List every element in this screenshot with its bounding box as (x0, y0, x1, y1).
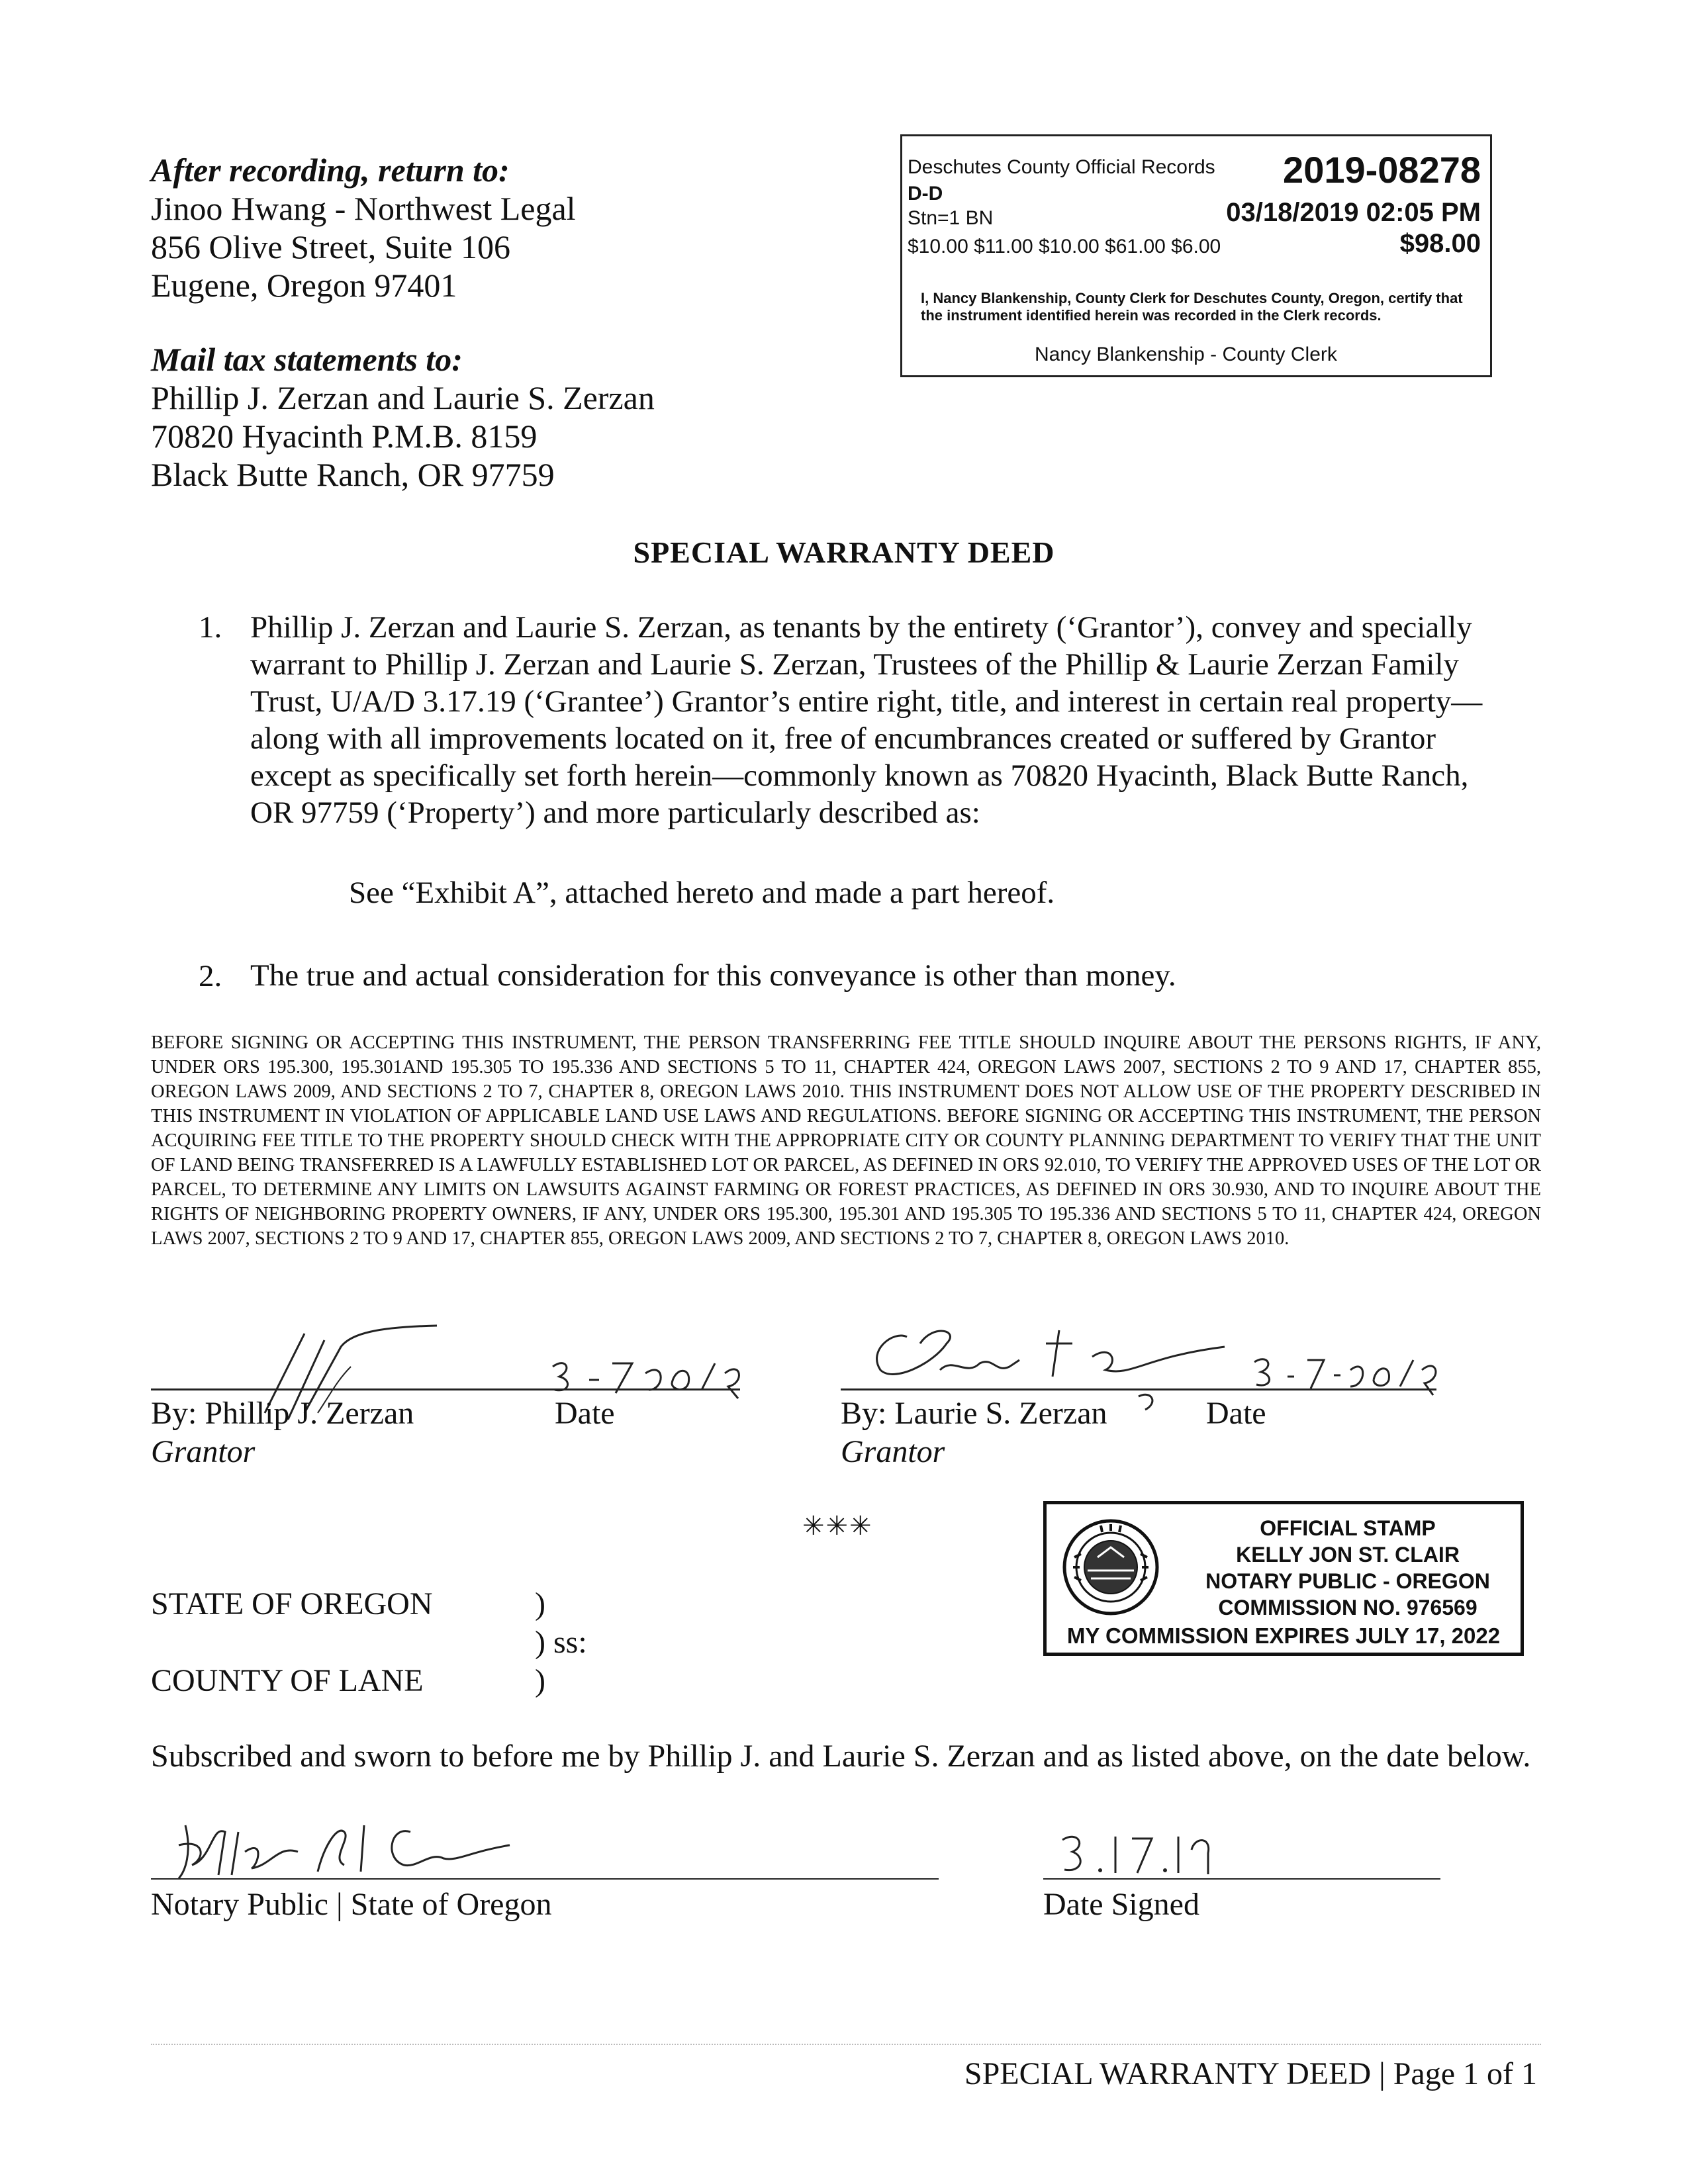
grantor1-signature-line (151, 1388, 740, 1390)
return-address-block (151, 151, 912, 304)
document-title: SPECIAL WARRANTY DEED (633, 535, 1055, 569)
notary-signature-line (151, 1878, 939, 1880)
notary-stamp (1043, 1501, 1524, 1656)
grantor2-signature-line (841, 1388, 1436, 1390)
mail-tax-line: Phillip J. Zerzan and Laurie S. Zerzan (151, 379, 655, 416)
return-header: After recording, return to: (151, 152, 510, 189)
grantor1-by: By: Phillip J. Zerzan (151, 1396, 414, 1431)
oregon-state-seal-icon (1061, 1518, 1160, 1617)
mail-tax-header: Mail tax statements to: (151, 341, 463, 378)
return-line: Jinoo Hwang - Northwest Legal (151, 190, 576, 227)
notary-date-label: Date Signed (1043, 1887, 1199, 1922)
footer-rule (151, 2044, 1541, 2045)
stamp-line: NOTARY PUBLIC - OREGON (1205, 1569, 1490, 1593)
venue-paren: ) (535, 1586, 545, 1621)
mail-tax-line: Black Butte Ranch, OR 97759 (151, 456, 555, 493)
recording-doc-type: D-D (908, 183, 943, 205)
venue-ss: ) ss: (535, 1625, 587, 1660)
stamp-line: OFFICIAL STAMP (1260, 1516, 1436, 1540)
venue-paren: ) (535, 1663, 545, 1698)
jurat-statement: Subscribed and sworn to before me by Phillip J. and Laurie S. Zerzan and as listed above, on the date below. (151, 1739, 1531, 1774)
recording-clerk: Nancy Blankenship - County Clerk (1035, 343, 1337, 365)
venue-county: COUNTY OF LANE (151, 1663, 424, 1698)
section-separator: ✳✳✳ (802, 1511, 873, 1541)
grantor2-role: Grantor (841, 1434, 945, 1469)
item-number: 1. (199, 610, 222, 645)
recording-stamp-box (900, 134, 1492, 377)
stamp-notary-name: KELLY JON ST. CLAIR (1236, 1543, 1460, 1567)
mail-tax-line: 70820 Hyacinth P.M.B. 8159 (151, 418, 538, 455)
exhibit-reference: See “Exhibit A”, attached hereto and made a part hereof. (349, 876, 1055, 910)
item-text: The true and actual consideration for this conveyance is other than money. (250, 958, 1176, 993)
notary-date-line (1043, 1878, 1440, 1880)
recording-datetime: 03/18/2019 02:05 PM (1226, 198, 1481, 227)
notary-handwritten-date-icon (1059, 1827, 1218, 1880)
item-number: 2. (199, 959, 222, 993)
notary-label: Notary Public | State of Oregon (151, 1887, 552, 1922)
venue-state: STATE OF OREGON (151, 1586, 433, 1621)
grantor2-by: By: Laurie S. Zerzan (841, 1396, 1107, 1431)
grantor1-date-label: Date (555, 1396, 615, 1431)
grantor1-role: Grantor (151, 1434, 256, 1469)
grantor1-handwritten-date-icon (549, 1353, 748, 1400)
notary-signature-icon (165, 1812, 549, 1885)
recording-fees: $10.00 $11.00 $10.00 $61.00 $6.00 (908, 236, 1221, 257)
return-line: Eugene, Oregon 97401 (151, 267, 457, 304)
recording-certification: I, Nancy Blankenship, County Clerk for Deschutes County, Oregon, certify that the instrument identified herein was recorded in the Clerk records. (921, 290, 1463, 324)
recording-number: 2019-08278 (1283, 149, 1481, 191)
mail-tax-block (151, 340, 912, 494)
stamp-commission-number: COMMISSION NO. 976569 (1218, 1596, 1477, 1619)
recording-station: Stn=1 BN (908, 207, 994, 229)
item-text: Phillip J. Zerzan and Laurie S. Zerzan, as tenants by the entirety (‘Grantor’), convey and specially warrant to Phillip J. Zerzan and Laurie S. Zerzan, Trustees of the Phillip & Laurie Zerzan Family Trust, U/A/D 3.17.19 (‘Grantee’) Grantor’s entire right, title, and interest in certain real property—along with all improvements located on it, free of encumbrances created or suffered by Grantor except as specifically set forth herein—commonly known as 70820 Hyacinth, Black Butte Ranch, OR 97759 (‘Property’) and more particularly described as: (250, 610, 1483, 830)
statutory-disclaimer: BEFORE SIGNING OR ACCEPTING THIS INSTRUMENT, THE PERSON TRANSFERRING FEE TITLE SHOULD INQUIRE ABOUT THE PERSONS RIGHTS, IF ANY, UNDER ORS 195.300, 195.301AND 195.305 TO 195.336 AND SECTIONS 5 TO 11, CHAPTER 424, OREGON LAWS 2007, SECTIONS 2 TO 9 AND 17, CHAPTER 855, OREGON LAWS 2009, AND SECTIONS 2 TO 7, CHAPTER 8, OREGON LAWS 2010. THIS INSTRUMENT DOES NOT ALLOW USE OF THE PROPERTY DESCRIBED IN THIS INSTRUMENT IN VIOLATION OF APPLICABLE LAND USE LAWS AND REGULATIONS. BEFORE SIGNING OR ACCEPTING THIS INSTRUMENT, THE PERSON ACQUIRING FEE TITLE TO THE PROPERTY SHOULD CHECK WITH THE APPROPRIATE CITY OR COUNTY PLANNING DEPARTMENT TO VERIFY THAT THE UNIT OF LAND BEING TRANSFERRED IS A LAWFULLY ESTABLISHED LOT OR PARCEL, AS DEFINED IN ORS 92.010, TO VERIFY THE APPROVED USES OF THE LOT OR PARCEL, TO DETERMINE ANY LIMITS ON LAWSUITS AGAINST FARMING OR FOREST PRACTICES, AS DEFINED IN ORS 30.930, AND TO INQUIRE ABOUT THE RIGHTS OF NEIGHBORING PROPERTY OWNERS, IF ANY, UNDER ORS 195.300, 195.301 AND 195.305 TO 195.336 AND SECTIONS 5 TO 11, CHAPTER 424, OREGON LAWS 2007, SECTIONS 2 TO 9 AND 17, CHAPTER 855, OREGON LAWS 2009, AND SECTIONS 2 TO 7, CHAPTER 8, OREGON LAWS 2010. (151, 1032, 1541, 1249)
return-line: 856 Olive Street, Suite 106 (151, 228, 510, 265)
page-footer: SPECIAL WARRANTY DEED | Page 1 of 1 (964, 2056, 1537, 2091)
grantor2-date-label: Date (1206, 1396, 1266, 1431)
recording-total: $98.00 (1399, 229, 1481, 258)
recording-office: Deschutes County Official Records (908, 156, 1215, 178)
stamp-commission-expiry: MY COMMISSION EXPIRES JULY 17, 2022 (1066, 1623, 1501, 1648)
